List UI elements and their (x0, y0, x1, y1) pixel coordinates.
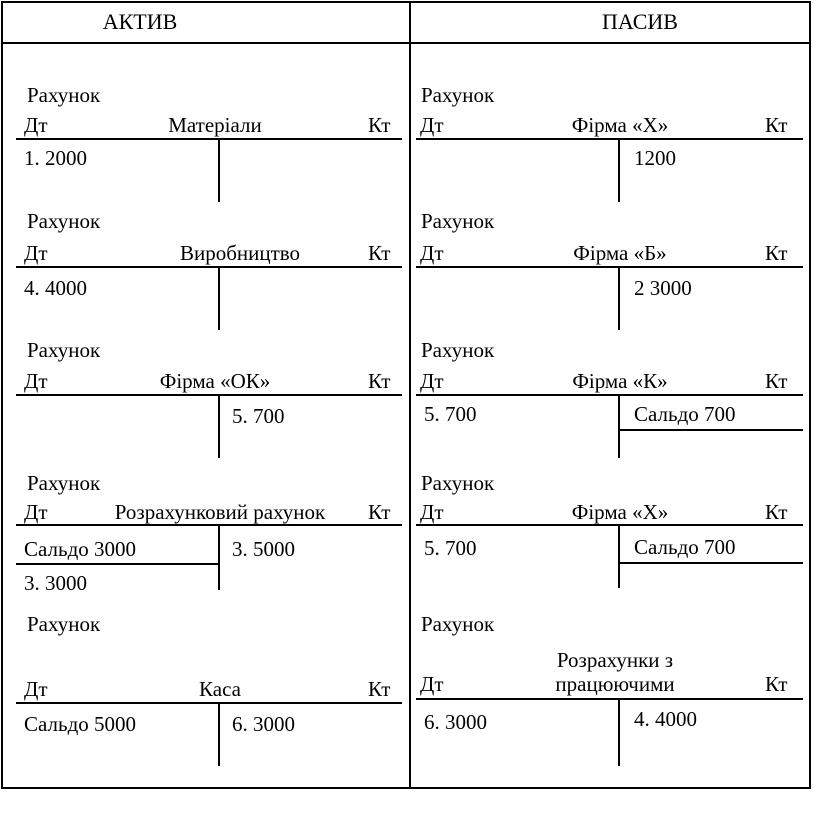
credit-entry: Сальдо 700 (634, 402, 736, 426)
credit-entry: 2 3000 (634, 276, 692, 300)
account-name: Розрахунковий рахунок (114, 500, 326, 524)
credit-entry: 6. 3000 (232, 712, 295, 736)
balance-line (16, 563, 220, 565)
account-name: Фірма «К» (572, 369, 668, 393)
account-name: Фірма «Х» (571, 113, 669, 137)
credit-label: Кт (368, 677, 391, 701)
t-account-top (416, 698, 803, 700)
account-name: Каса (199, 677, 241, 701)
debit-entry: 1. 2000 (24, 146, 87, 170)
credit-entry: 5. 700 (232, 404, 285, 428)
account-label: Рахунок (27, 209, 101, 233)
credit-label: Кт (368, 500, 391, 524)
debit-entry: Сальдо 3000 (24, 537, 137, 561)
t-account-stem (618, 526, 620, 588)
account-name: Фірма «ОК» (159, 369, 271, 393)
header-active: АКТИВ (102, 9, 178, 34)
account-label: Рахунок (27, 471, 101, 495)
account-label: Рахунок (27, 612, 101, 636)
t-account-top (416, 138, 803, 140)
t-account-stem (218, 704, 220, 766)
column-divider (409, 1, 411, 789)
credit-entry: Сальдо 700 (634, 535, 736, 559)
debit-label: Дт (420, 672, 444, 696)
t-account-stem (618, 700, 620, 766)
credit-entry: 3. 5000 (232, 537, 295, 561)
debit-entry: Сальдо 5000 (24, 712, 137, 736)
debit-entry: 3. 3000 (24, 571, 87, 595)
credit-label: Кт (765, 500, 788, 524)
debit-label: Дт (24, 677, 48, 701)
t-account-top (16, 524, 402, 526)
account-label: Рахунок (421, 338, 495, 362)
debit-label: Дт (24, 369, 48, 393)
debit-label: Дт (24, 241, 48, 265)
account-label: Рахунок (27, 83, 101, 107)
debit-entry: 6. 3000 (424, 710, 487, 734)
t-account-stem (218, 396, 220, 458)
credit-label: Кт (368, 241, 391, 265)
t-account-top (416, 394, 803, 396)
account-name: Фірма «Х» (571, 500, 669, 524)
credit-label: Кт (368, 113, 391, 137)
account-label: Рахунок (421, 612, 495, 636)
t-account-top (16, 702, 402, 704)
t-account-stem (618, 268, 620, 330)
credit-entry: 1200 (634, 146, 676, 170)
t-account-top (416, 524, 803, 526)
account-name-line2: працюючими (555, 672, 675, 696)
header-passive: ПАСИВ (602, 9, 678, 34)
credit-label: Кт (765, 113, 788, 137)
credit-label: Кт (368, 369, 391, 393)
account-name: Виробництво (179, 241, 301, 265)
debit-label: Дт (420, 369, 444, 393)
debit-entry: 4. 4000 (24, 276, 87, 300)
account-label: Рахунок (421, 209, 495, 233)
t-account-top (16, 266, 402, 268)
account-label: Рахунок (27, 338, 101, 362)
t-account-stem (218, 140, 220, 202)
debit-label: Дт (24, 113, 48, 137)
debit-entry: 5. 700 (424, 402, 477, 426)
debit-label: Дт (24, 500, 48, 524)
t-account-stem (218, 526, 220, 590)
credit-label: Кт (765, 241, 788, 265)
header-divider (1, 42, 811, 44)
t-account-stem (618, 140, 620, 202)
t-account-stem (218, 268, 220, 330)
t-account-top (416, 266, 803, 268)
debit-label: Дт (420, 241, 444, 265)
account-name-line1: Розрахунки з (556, 648, 674, 672)
debit-entry: 5. 700 (424, 536, 477, 560)
t-account-stem (618, 396, 620, 458)
account-name: Матеріали (168, 113, 262, 137)
t-account-top (16, 394, 402, 396)
balance-line (618, 562, 803, 564)
credit-label: Кт (765, 672, 788, 696)
credit-entry: 4. 4000 (634, 707, 697, 731)
debit-label: Дт (420, 113, 444, 137)
account-label: Рахунок (421, 471, 495, 495)
t-account-top (16, 138, 402, 140)
credit-label: Кт (765, 369, 788, 393)
account-name: Фірма «Б» (573, 241, 667, 265)
account-label: Рахунок (421, 83, 495, 107)
debit-label: Дт (420, 500, 444, 524)
balance-line (618, 429, 803, 431)
